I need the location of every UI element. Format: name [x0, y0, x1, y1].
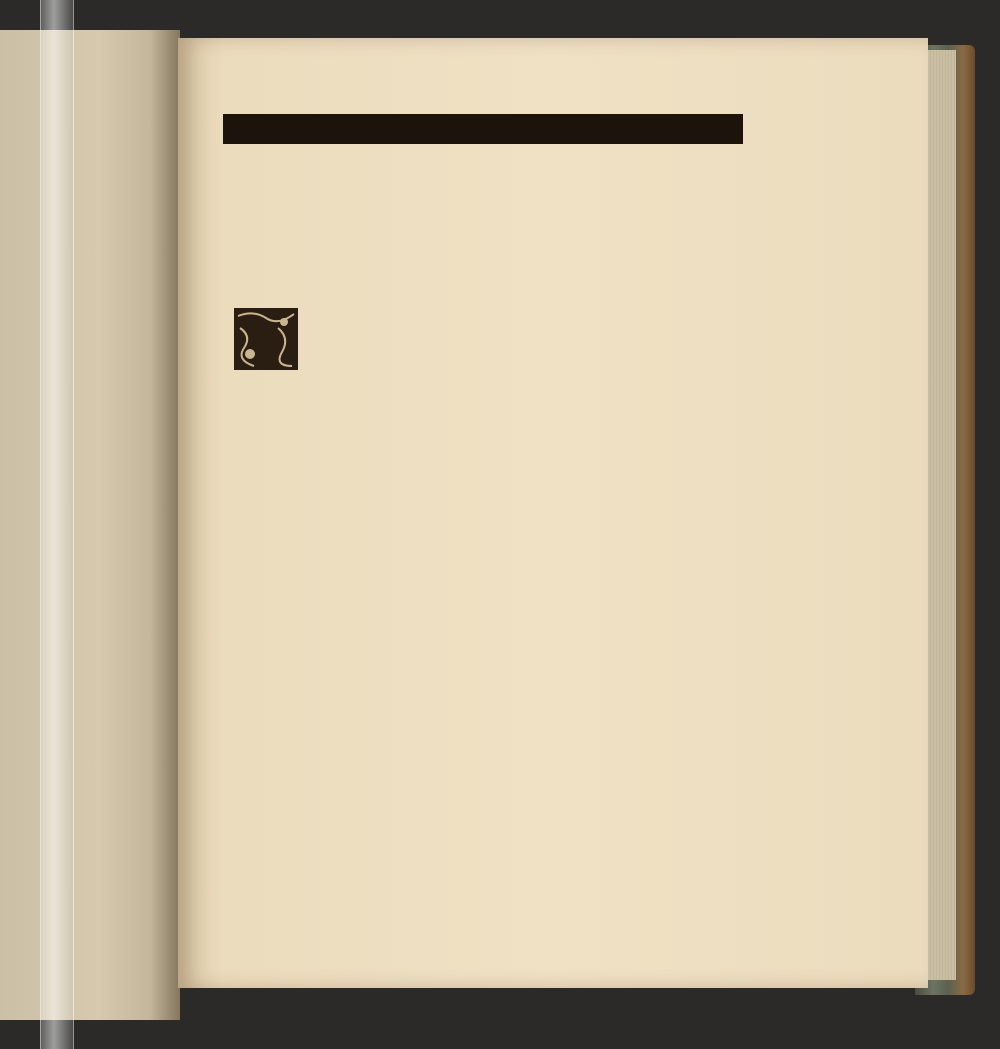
ornamental-headband-icon: [223, 80, 743, 180]
glass-clip: [40, 0, 74, 1049]
gutter-shadow: [150, 30, 180, 1020]
left-page: [0, 30, 180, 1020]
decorated-initial-icon: [234, 308, 298, 370]
right-page: [178, 38, 928, 988]
body-text: [236, 274, 796, 290]
